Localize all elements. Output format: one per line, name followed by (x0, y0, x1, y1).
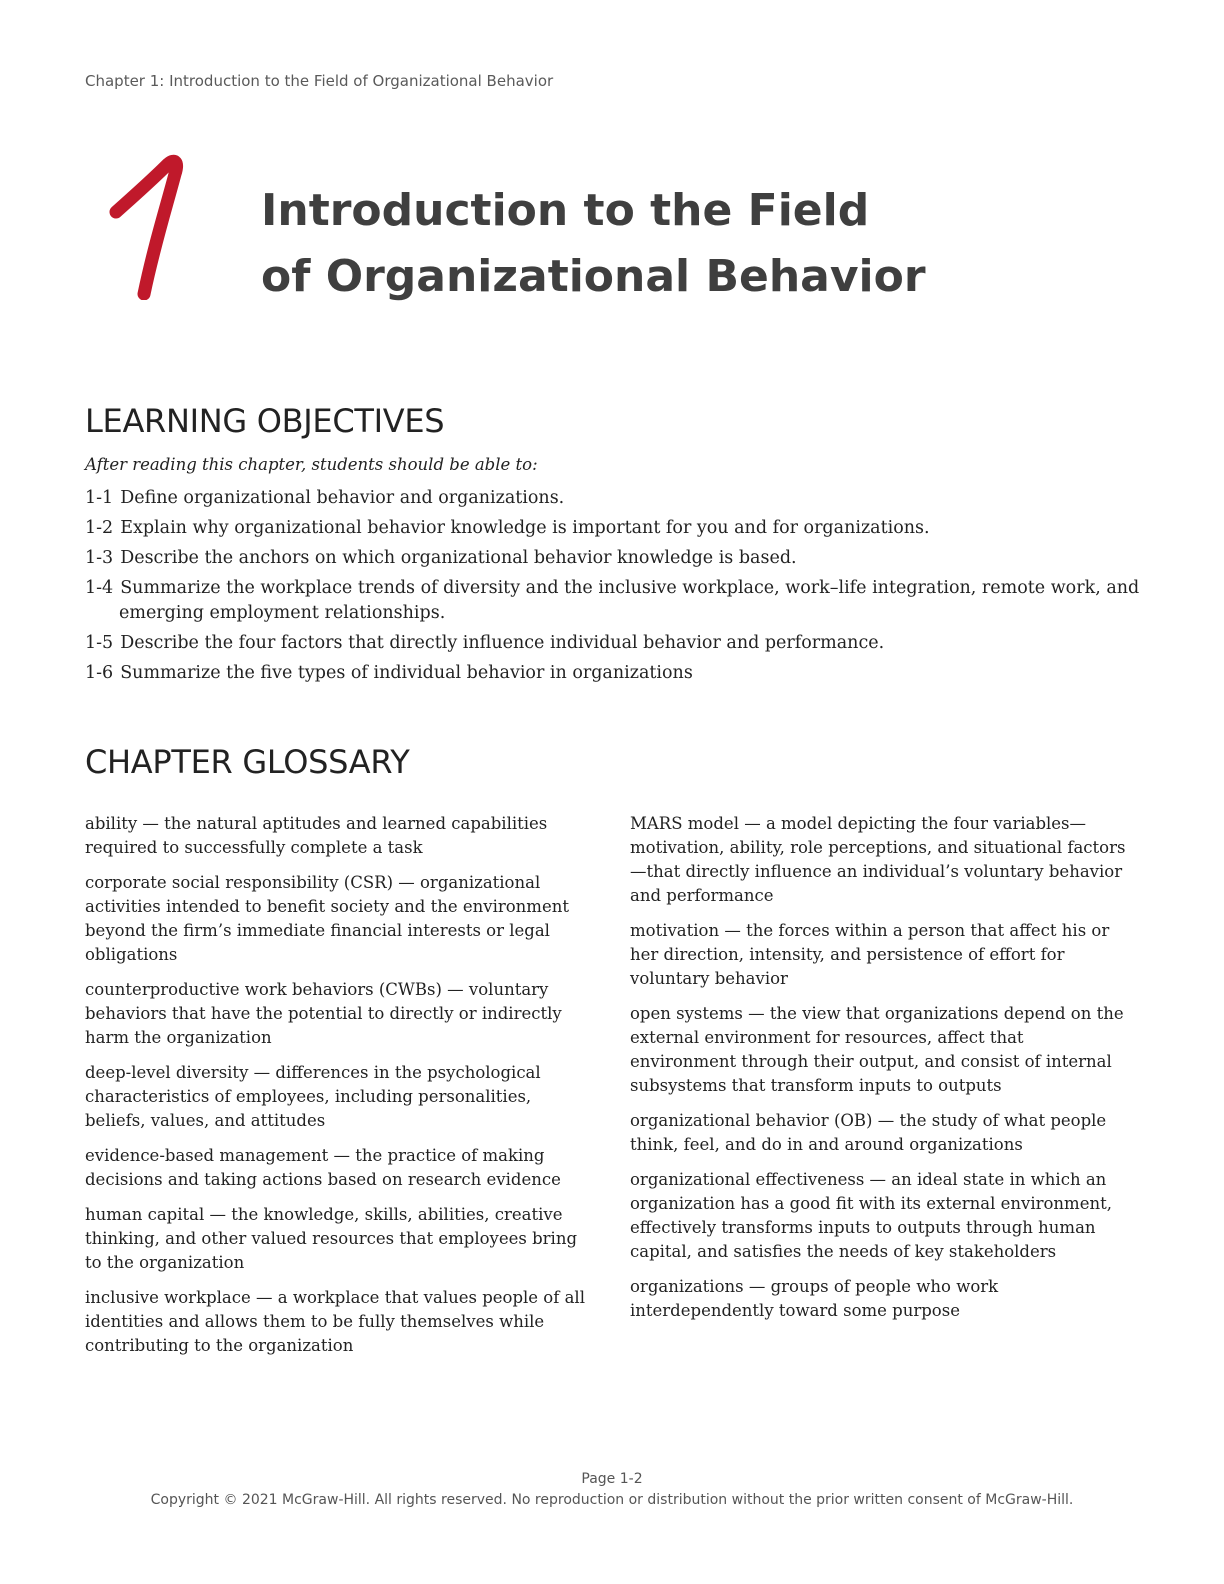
learning-objectives-intro: After reading this chapter, students should be able to: (85, 455, 538, 474)
objective-number: 1-4 (85, 578, 114, 598)
objective-number: 1-2 (85, 518, 114, 538)
objective-number: 1-5 (85, 633, 114, 653)
chapter-title (261, 178, 926, 310)
glossary-entry: inclusive workplace — a workplace that values people of all identities and allows them to be fully themselves while contributing to the organization (85, 1288, 585, 1355)
glossary-entry: MARS model — a model depicting the four variables—motivation, ability, role perceptions, and situational factors—that directly influence an individual’s voluntary behavior and performance (630, 814, 1126, 905)
objective-number: 1-6 (85, 663, 114, 683)
glossary-entry: open systems — the view that organizations depend on the external environment for resources, affect that environment through their output, and consist of internal subsystems that transform inputs to outputs (630, 1004, 1124, 1095)
objective-item (85, 516, 1145, 541)
glossary-entry: organizational behavior (OB) — the study of what people think, feel, and do in and around organizations (630, 1111, 1107, 1154)
chapter-number-stroke (116, 161, 177, 294)
objective-number: 1-1 (85, 488, 114, 508)
glossary-entry: ability — the natural aptitudes and learned capabilities required to successfully complete a task (85, 814, 548, 857)
glossary-entry: organizational effectiveness — an ideal state in which an organization has a good fit with its external environment, effectively transforms inputs to outputs through human capital, and satisfies the needs of key stakeholders (630, 1170, 1112, 1261)
glossary-entry: motivation — the forces within a person that affect his or her direction, intensity, and persistence of effort for voluntary behavior (630, 921, 1110, 988)
objective-item (85, 486, 1145, 511)
objective-text: Describe the four factors that directly influence individual behavior and performance. (120, 633, 885, 653)
copyright-notice: Copyright © 2021 McGraw-Hill. All rights reserved. No reproduction or distribution without the prior written consent of McGraw-Hill. (150, 1492, 1074, 1508)
objective-text: Summarize the five types of individual behavior in organizations (120, 663, 693, 683)
chapter-glossary-heading: CHAPTER GLOSSARY (85, 743, 410, 781)
chapter-title-line-1: Introduction to the Field (261, 185, 870, 236)
objective-text: Define organizational behavior and organizations. (120, 488, 565, 508)
running-head: Chapter 1: Introduction to the Field of Organizational Behavior (85, 72, 554, 90)
chapter-title-line-2: of Organizational Behavior (261, 251, 926, 302)
glossary-column-right (630, 812, 1130, 1334)
objective-item (85, 576, 1145, 626)
chapter-number-graphic (108, 150, 198, 300)
glossary-entry: human capital — the knowledge, skills, abilities, creative thinking, and other valued resources that employees bring to the organization (85, 1205, 578, 1272)
learning-objectives-heading: LEARNING OBJECTIVES (85, 402, 445, 440)
objective-text: Describe the anchors on which organizational behavior knowledge is based. (120, 548, 797, 568)
glossary-entry: evidence-based management — the practice of making decisions and taking actions based on research evidence (85, 1146, 561, 1189)
glossary-column-left (85, 812, 585, 1369)
glossary-entry: counterproductive work behaviors (CWBs) — voluntary behaviors that have the potential to directly or indirectly harm the organization (85, 980, 562, 1047)
learning-objectives-list (85, 486, 1145, 691)
glossary-entry: organizations — groups of people who work interdependently toward some purpose (630, 1277, 999, 1320)
glossary-entry: deep-level diversity — differences in the psychological characteristics of employees, including personalities, beliefs, values, and attitudes (85, 1063, 541, 1130)
page-number: Page 1-2 (581, 1471, 643, 1487)
objective-text: Summarize the workplace trends of diversity and the inclusive workplace, work–life integration, remote work, and emerging employment relationships. (119, 578, 1140, 623)
glossary-entry: corporate social responsibility (CSR) — organizational activities intended to benefit society and the environment beyond the firm’s immediate financial interests or legal obligations (85, 873, 569, 964)
objective-text: Explain why organizational behavior knowledge is important for you and for organizations. (120, 518, 930, 538)
objective-item (85, 631, 1145, 656)
objective-item (85, 661, 1145, 686)
objective-number: 1-3 (85, 548, 114, 568)
objective-item (85, 546, 1145, 571)
